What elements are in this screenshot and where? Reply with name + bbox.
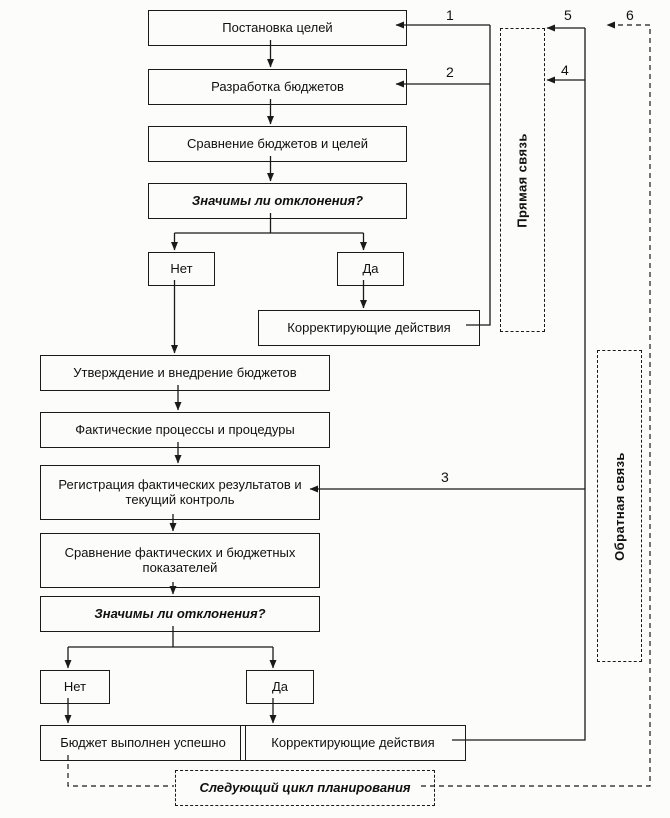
connection-label-5: 5 xyxy=(564,7,572,23)
box-yes-bottom: Да xyxy=(246,670,314,704)
box-deviations-question-bottom: Значимы ли отклонения? xyxy=(40,596,320,632)
box-yes-top: Да xyxy=(337,252,404,286)
box-goal-setting: Постановка целей xyxy=(148,10,407,46)
box-actual-processes: Фактические процессы и процедуры xyxy=(40,412,330,448)
connection-label-1: 1 xyxy=(446,7,454,23)
connection-label-2: 2 xyxy=(446,64,454,80)
box-next-planning-cycle: Следующий цикл планирования xyxy=(175,770,435,806)
connection-label-3: 3 xyxy=(441,469,449,485)
channel-feedback xyxy=(597,350,642,662)
channel-direct-link-label: Прямая связь xyxy=(515,132,530,228)
box-budget-success: Бюджет выполнен успешно xyxy=(40,725,246,761)
line-corrective-top-up xyxy=(466,25,490,325)
connection-label-6: 6 xyxy=(626,7,634,23)
box-compare-actual-budget: Сравнение фактических и бюджетных показателей xyxy=(40,533,320,588)
box-approval-implementation: Утверждение и внедрение бюджетов xyxy=(40,355,330,391)
channel-direct-link xyxy=(500,28,545,332)
box-corrective-actions-bottom: Корректирующие действия xyxy=(240,725,466,761)
connection-label-4: 4 xyxy=(561,62,569,78)
box-corrective-actions-top: Корректирующие действия xyxy=(258,310,480,346)
box-no-top: Нет xyxy=(148,252,215,286)
channel-feedback-label: Обратная связь xyxy=(612,451,627,561)
box-deviations-question-top: Значимы ли отклонения? xyxy=(148,183,407,219)
box-no-bottom: Нет xyxy=(40,670,110,704)
box-compare-budgets-goals: Сравнение бюджетов и целей xyxy=(148,126,407,162)
box-budget-development: Разработка бюджетов xyxy=(148,69,407,105)
box-registration-control: Регистрация фактических результатов и текущий контроль xyxy=(40,465,320,520)
